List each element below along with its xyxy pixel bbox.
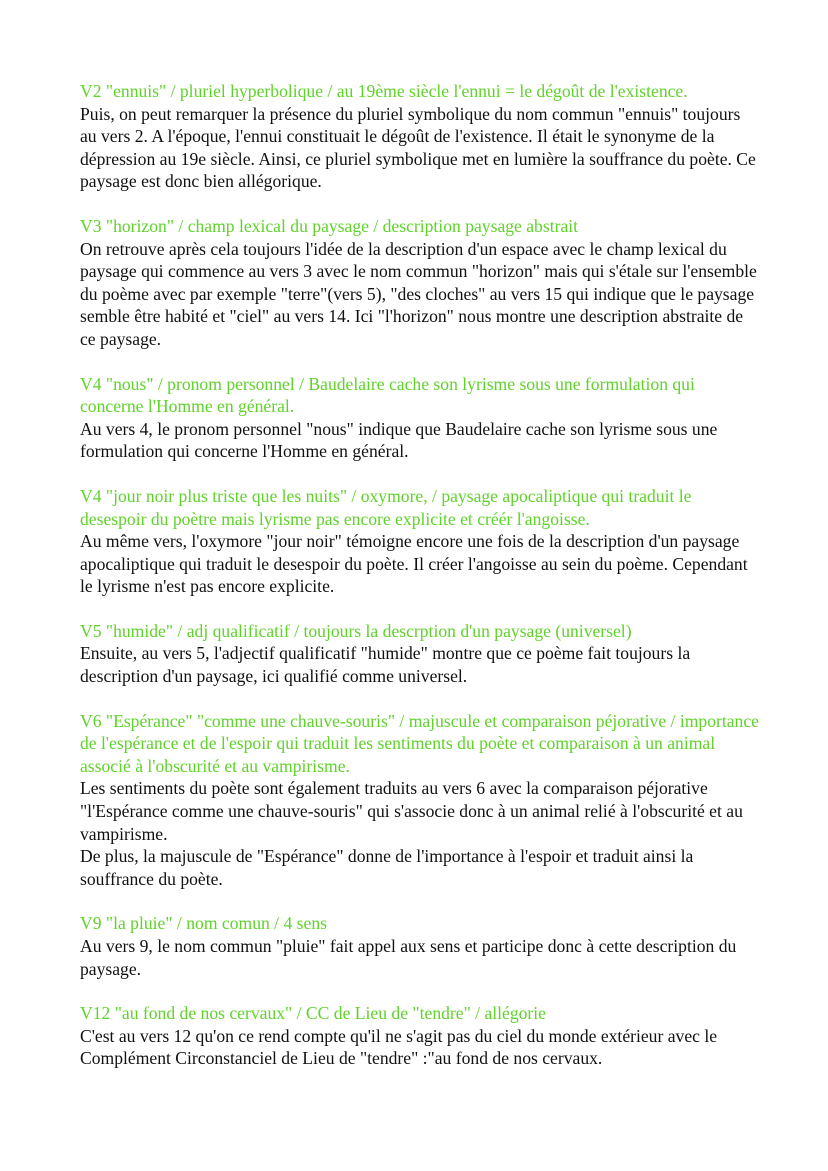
section-heading: V4 "nous" / pronom personnel / Baudelaire cache son lyrisme sous une formulation qui concerne l'Homme en général. [80, 373, 695, 417]
section-heading: V2 "ennuis" / pluriel hyperbolique / au 19ème siècle l'ennui = le dégoût de l'existence. [80, 81, 688, 101]
section-paragraph: Ensuite, au vers 5, l'adjectif qualificatif "humide" montre que ce poème fait toujours la description d'un paysage, ici qualifié comme universel. [80, 643, 691, 687]
section-paragraph: Puis, on peut remarquer la présence du pluriel symbolique du nom commun "ennuis" toujours au vers 2. A l'époque, l'ennui constituait le dégoût de l'existence. Il était le synonyme de la dépression au 19e siècle. Ainsi, ce pluriel symbolique met en lumière la souffrance du poète. Ce paysage est donc bien allégorique. [80, 103, 756, 192]
section-v6 [80, 710, 760, 891]
document-page [80, 80, 760, 1092]
section-v4-oxymore [80, 485, 760, 598]
section-v9 [80, 912, 760, 980]
section-paragraph: Au vers 9, le nom commun "pluie" fait appel aux sens et participe donc à cette description du paysage. [80, 936, 737, 979]
section-paragraph: C'est au vers 12 qu'on ce rend compte qu'il ne s'agit pas du ciel du monde extérieur avec le Complément Circonstanciel de Lieu de "tendre" :"au fond de nos cervaux. [80, 1025, 718, 1069]
section-paragraph: Au même vers, l'oxymore "jour noir" témoigne encore une fois de la description d'un paysage apocaliptique qui traduit le desespoir du poète. Il créer l'angoisse au sein du poème. Cependant le lyrisme n'est pas encore explicite. [80, 531, 748, 597]
section-paragraph: Au vers 4, le pronom personnel "nous" indique que Baudelaire cache son lyrisme sous une formulation qui concerne l'Homme en général. [80, 418, 718, 462]
section-v12 [80, 1002, 760, 1070]
section-paragraph: De plus, la majuscule de "Espérance" donne de l'importance à l'espoir et traduit ainsi la souffrance du poète. [80, 846, 694, 889]
section-v5 [80, 620, 760, 688]
section-v2 [80, 80, 760, 193]
section-heading: V9 "la pluie" / nom comun / 4 sens [80, 913, 327, 934]
section-heading: V12 "au fond de nos cervaux" / CC de Lieu de "tendre" / allégorie [80, 1003, 546, 1024]
section-heading: V3 "horizon" / champ lexical du paysage / description paysage abstrait [80, 215, 579, 236]
section-heading: V5 "humide" / adj qualificatif / toujours la descrption d'un paysage (universel) [80, 620, 632, 641]
section-heading: V4 "jour noir plus triste que les nuits" / oxymore, / paysage apocaliptique qui traduit le desespoir du poètre mais lyrisme pas encore explicite et créér l'angoisse. [80, 485, 692, 529]
section-heading: V6 "Espérance" "comme une chauve-souris" / majuscule et comparaison péjorative / importance de l'espérance et de l'espoir qui traduit les sentiments du poète et comparaison à un animal associé à l'obscurité et au vampirisme. [80, 710, 759, 776]
section-paragraph: Les sentiments du poète sont également traduits au vers 6 avec la comparaison péjorative "l'Espérance comme une chauve-souris" qui s'associe donc à un animal relié à l'obscurité et au vampirisme. [80, 778, 743, 844]
section-paragraph: On retrouve après cela toujours l'idée de la description d'un espace avec le champ lexical du paysage qui commence au vers 3 avec le nom commun "horizon" mais qui s'étale sur l'ensemble du poème avec par exemple "terre"(vers 5), "des cloches" au vers 15 qui indique que le paysage semble être habité et "ciel" au vers 14. Ici "l'horizon" nous montre une description abstraite de ce paysage. [80, 238, 757, 349]
section-v3 [80, 215, 760, 351]
section-v4-nous [80, 373, 760, 463]
